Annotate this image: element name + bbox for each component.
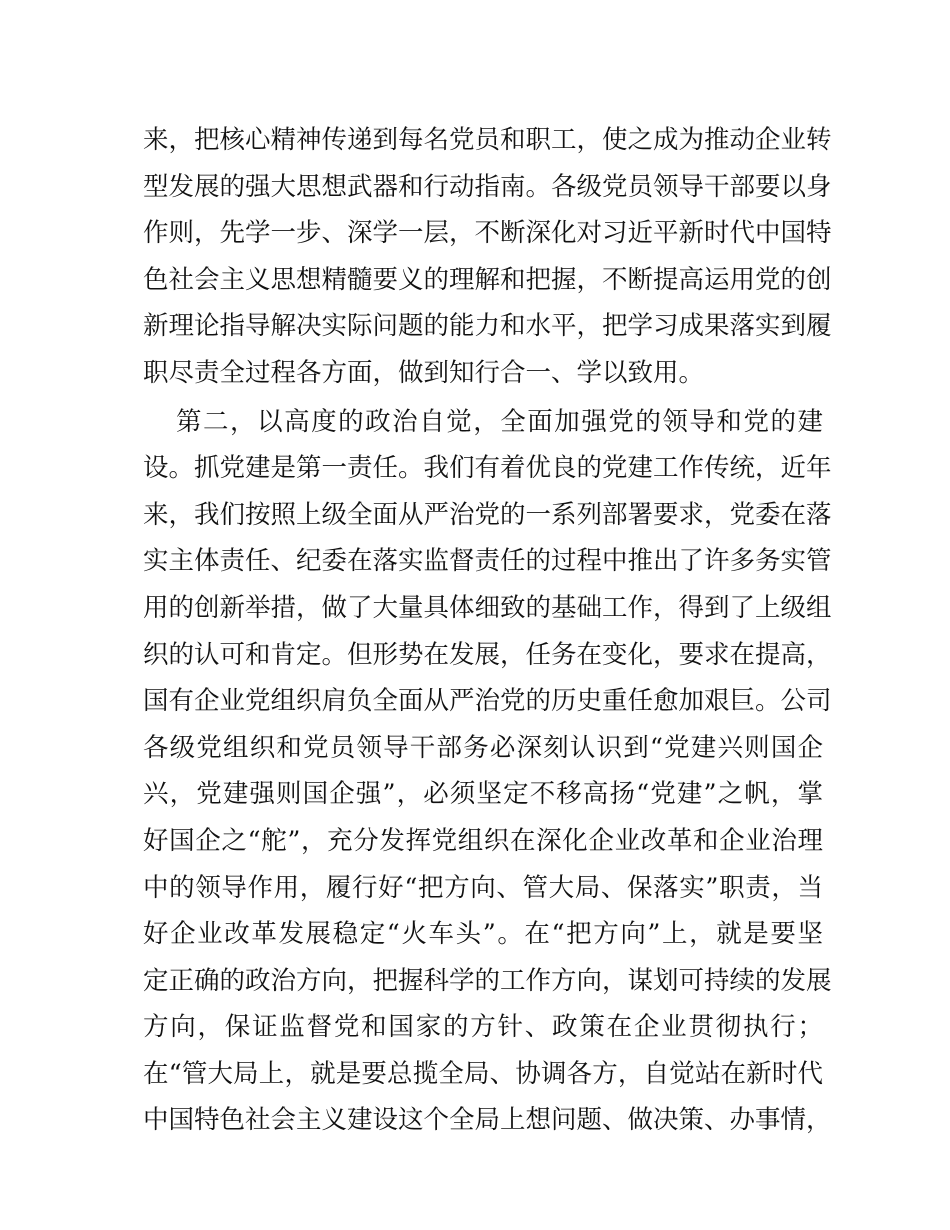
text-line: 来，把核心精神传递到每名党员和职工，使之成为推动企业转 — [143, 125, 832, 155]
text-line: 织的认可和肯定。但形势在发展，任务在变化，要求在提高， — [143, 639, 832, 670]
text-line: 好企业改革发展稳定“火车头”。在“把方向”上，就是要坚 — [143, 919, 823, 950]
text-line: 方向，保证监督党和国家的方针、政策在企业贯彻执行； — [143, 1012, 823, 1043]
text-line: 中国特色社会主义建设这个全局上想问题、做决策、办事情， — [143, 1105, 832, 1136]
text-line: 型发展的强大思想武器和行动指南。各级党员领导干部要以身 — [143, 171, 832, 202]
text-line: 用的创新举措，做了大量具体细致的基础工作，得到了上级组 — [143, 592, 832, 623]
text-line: 中的领导作用，履行好“把方向、管大局、保落实”职责，当 — [143, 872, 823, 903]
paragraph-2 — [143, 399, 832, 1145]
text-line: 国有企业党组织肩负全面从严治党的历史重任愈加艰巨。公司 — [143, 686, 832, 717]
text-line: 第二，以高度的政治自觉，全面加强党的领导和党的建 — [176, 406, 823, 437]
text-line: 设。抓党建是第一责任。我们有着优良的党建工作传统，近年 — [143, 453, 832, 484]
text-line: 作则，先学一步、深学一层，不断深化对习近平新时代中国特 — [143, 218, 832, 249]
text-line: 各级党组织和党员领导干部务必深刻认识到“党建兴则国企 — [143, 732, 823, 763]
text-line: 职尽责全过程各方面，做到知行合一、学以致用。 — [143, 357, 705, 388]
text-line: 好国企之“舵”，充分发挥党组织在深化企业改革和企业治理 — [143, 825, 823, 856]
text-line: 新理论指导解决实际问题的能力和水平，把学习成果落实到履 — [143, 311, 832, 342]
paragraph-1 — [143, 117, 832, 397]
document-body — [143, 117, 832, 1144]
text-line: 在“管大局上，就是要总揽全局、协调各方，自觉站在新时代 — [143, 1058, 823, 1089]
text-line: 实主体责任、纪委在落实监督责任的过程中推出了许多务实管 — [143, 546, 832, 577]
text-line: 兴，党建强则国企强”，必须坚定不移高扬“党建”之帆，掌 — [143, 779, 823, 810]
text-line: 定正确的政治方向，把握科学的工作方向，谋划可持续的发展 — [143, 965, 832, 996]
text-line: 色社会主义思想精髓要义的理解和把握，不断提高运用党的创 — [143, 264, 832, 295]
text-line: 来，我们按照上级全面从严治党的一系列部署要求，党委在落 — [143, 499, 832, 530]
